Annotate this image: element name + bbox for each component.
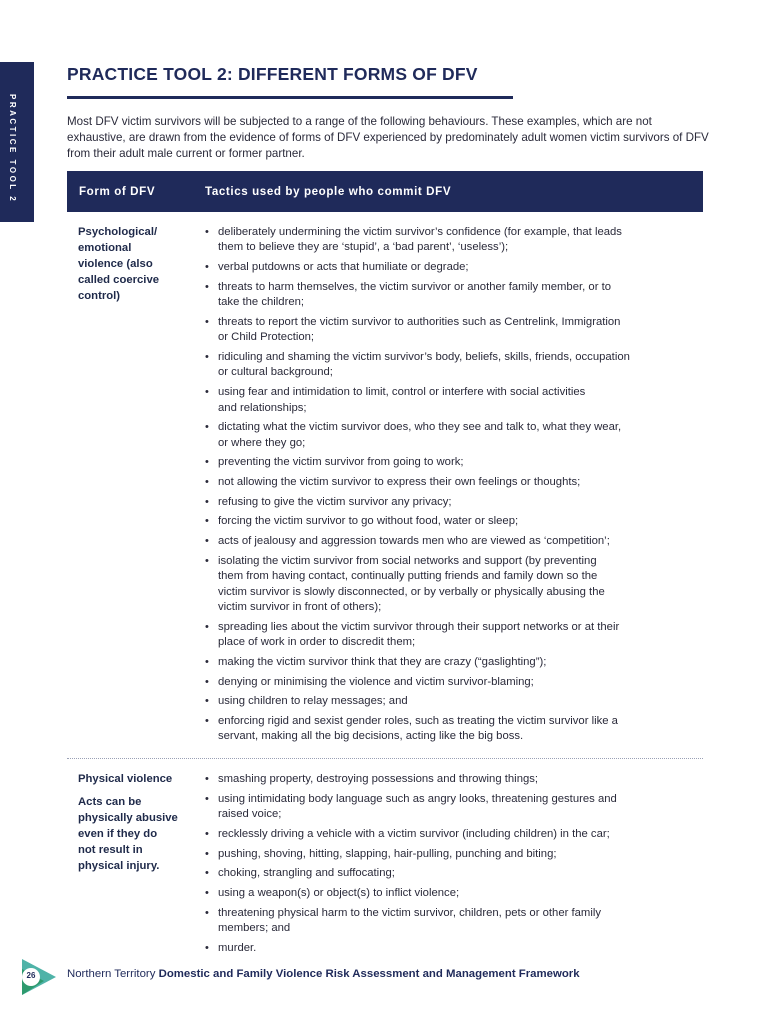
table-header	[67, 171, 703, 212]
tactic-line: threatening physical harm to the victim survivor, children, pets or other family	[218, 906, 602, 919]
page-title: PRACTICE TOOL 2: DIFFERENT FORMS OF DFV	[67, 64, 478, 84]
tactic-line: servant, making all the big decisions, acting like the big boss.	[218, 730, 524, 743]
tactic-line: using children to relay messages; and	[218, 695, 408, 708]
bullet-icon: •	[205, 695, 209, 708]
intro-paragraph: Most DFV victim survivors will be subjected to a range of the following behaviours. These examples, which are not exhaustive, are drawn from the evidence of forms of DFV experienced by predominately adult women victim survivors of DFV from their adult male current or former partner.	[67, 115, 709, 160]
tactic-line: pushing, shoving, hitting, slapping, hair-pulling, punching and biting;	[218, 847, 557, 860]
tactic-item	[204, 792, 704, 823]
form-label-physical	[78, 771, 190, 787]
bullet-icon: •	[205, 226, 209, 238]
tactic-line: isolating the victim survivor from social networks and support (by preventing	[218, 554, 597, 567]
tactic-item	[204, 886, 704, 901]
bullet-icon: •	[205, 906, 209, 919]
tactic-line: threats to harm themselves, the victim survivor or another family member, or to	[218, 280, 612, 293]
side-tab-label: PRACTICE TOOL 2	[8, 94, 17, 204]
form-label-line: Physical violence	[78, 773, 173, 785]
bullet-icon: •	[205, 261, 209, 274]
tactic-item	[204, 554, 704, 616]
tactic-item	[204, 475, 704, 490]
tactic-line: recklessly driving a vehicle with a victim survivor (including children) in the car;	[218, 827, 610, 840]
tactic-item	[204, 714, 704, 745]
tactic-item	[204, 847, 704, 862]
tactic-line: choking, strangling and suffocating;	[218, 867, 395, 880]
tactic-item	[204, 385, 704, 416]
tactic-item	[204, 675, 704, 690]
tactic-item	[204, 315, 704, 346]
form-label-line: Psychological/	[78, 226, 158, 238]
tactic-line: enforcing rigid and sexist gender roles, such as treating the victim survivor like a	[218, 715, 618, 728]
title-underline	[67, 96, 513, 99]
side-tab	[0, 62, 34, 222]
bullet-icon: •	[205, 535, 209, 548]
bullet-icon: •	[205, 495, 209, 508]
tactic-item	[204, 772, 704, 787]
tactic-item	[204, 827, 704, 842]
page-badge-icon	[16, 955, 60, 999]
physical-note	[78, 794, 190, 874]
tactic-line: using fear and intimidation to limit, control or interfere with social activities	[218, 386, 586, 399]
form-label-line: called coercive	[78, 274, 160, 286]
form-label-line: emotional	[78, 242, 132, 254]
tactic-line: preventing the victim survivor from going to work;	[218, 456, 464, 469]
tactic-line: verbal putdowns or acts that humiliate or degrade;	[218, 261, 469, 274]
tactic-line: making the victim survivor think that they are crazy (“gaslighting”);	[218, 655, 547, 668]
form-label-psychological	[78, 224, 190, 304]
tactic-item	[204, 420, 704, 451]
tactic-line: them to believe they are ‘stupid’, a ‘bad parent’, ‘useless’);	[218, 241, 509, 254]
tactic-line: refusing to give the victim survivor any privacy;	[218, 495, 452, 508]
footer-title: Domestic and Family Violence Risk Assessment and Management Framework	[158, 968, 580, 980]
tactic-line: using intimidating body language such as angry looks, threatening gestures and	[218, 792, 617, 805]
tactic-line: victim survivor in front of others);	[218, 601, 382, 614]
form-label-line: control)	[78, 290, 121, 302]
tactic-line: or Child Protection;	[218, 331, 315, 344]
tactic-line: ridiculing and shaming the victim survivor’s body, beliefs, skills, friends, occupation	[218, 351, 630, 364]
bullet-icon: •	[205, 867, 209, 880]
tactic-line: victim survivor is slowly disconnected, or by verbally or physically abusing the	[218, 585, 605, 598]
tactic-line: threats to report the victim survivor to authorities such as Centrelink, Immigration	[218, 315, 621, 328]
tactics-list-psychological	[204, 225, 704, 749]
tactic-line: acts of jealousy and aggression towards men who are viewed as ‘competition’;	[218, 535, 610, 548]
bullet-icon: •	[205, 827, 209, 840]
bullet-icon: •	[205, 941, 209, 954]
bullet-icon: •	[205, 792, 209, 805]
tactic-item	[204, 694, 704, 709]
tactic-line: or where they go;	[218, 436, 306, 449]
tactic-line: or cultural background;	[218, 366, 333, 379]
bullet-icon: •	[205, 554, 209, 567]
note-line: physically abusive	[78, 812, 178, 824]
tactic-line: smashing property, destroying possessions and throwing things;	[218, 773, 539, 785]
tactics-list-physical	[204, 772, 704, 960]
bullet-icon: •	[205, 351, 209, 364]
row-divider	[67, 758, 703, 759]
tactic-item	[204, 350, 704, 381]
note-line: even if they do	[78, 828, 158, 840]
tactic-item	[204, 866, 704, 881]
tactic-item	[204, 455, 704, 470]
tactic-item	[204, 941, 704, 956]
tactic-line: them from having contact, continually putting friends and family down so the	[218, 570, 598, 583]
tactic-line: raised voice;	[218, 808, 282, 821]
header-tactics: Tactics used by people who commit DFV	[205, 185, 452, 198]
tactic-item	[204, 655, 704, 670]
tactic-line: members; and	[218, 922, 291, 935]
tactic-line: murder.	[218, 941, 257, 954]
bullet-icon: •	[205, 773, 209, 785]
page-number: 26	[26, 971, 36, 980]
bullet-icon: •	[205, 620, 209, 633]
bullet-icon: •	[205, 515, 209, 528]
tactic-line: dictating what the victim survivor does, who they see and talk to, what they wear,	[218, 421, 622, 434]
bullet-icon: •	[205, 886, 209, 899]
tactic-line: place of work in order to discredit them;	[218, 636, 416, 649]
bullet-icon: •	[205, 386, 209, 399]
bullet-icon: •	[205, 847, 209, 860]
tactic-item	[204, 906, 704, 937]
tactic-line: take the children;	[218, 296, 305, 309]
footer-prefix: Northern Territory	[67, 968, 156, 980]
footer-text	[67, 968, 580, 980]
tactic-line: denying or minimising the violence and victim survivor-blaming;	[218, 675, 534, 688]
tactic-line: deliberately undermining the victim survivor’s confidence (for example, that leads	[218, 226, 622, 238]
tactic-item	[204, 280, 704, 311]
bullet-icon: •	[205, 421, 209, 434]
note-line: Acts can be	[78, 796, 142, 808]
tactic-line: not allowing the victim survivor to express their own feelings or thoughts;	[218, 476, 581, 489]
tactic-item	[204, 260, 704, 275]
tactic-item	[204, 620, 704, 651]
bullet-icon: •	[205, 476, 209, 489]
bullet-icon: •	[205, 280, 209, 293]
bullet-icon: •	[205, 715, 209, 728]
bullet-icon: •	[205, 315, 209, 328]
bullet-icon: •	[205, 655, 209, 668]
tactic-line: using a weapon(s) or object(s) to inflict violence;	[218, 886, 460, 899]
tactic-item	[204, 495, 704, 510]
note-line: physical injury.	[78, 860, 160, 872]
tactic-item	[204, 514, 704, 529]
bullet-icon: •	[205, 675, 209, 688]
header-form-of-dfv: Form of DFV	[79, 185, 156, 198]
form-label-line: violence (also	[78, 258, 153, 270]
tactic-line: forcing the victim survivor to go without food, water or sleep;	[218, 515, 519, 528]
tactic-line: and relationships;	[218, 401, 307, 414]
note-line: not result in	[78, 844, 143, 856]
bullet-icon: •	[205, 456, 209, 469]
tactic-item	[204, 534, 704, 549]
tactic-item	[204, 225, 704, 256]
tactic-line: spreading lies about the victim survivor through their support networks or at their	[218, 620, 620, 633]
